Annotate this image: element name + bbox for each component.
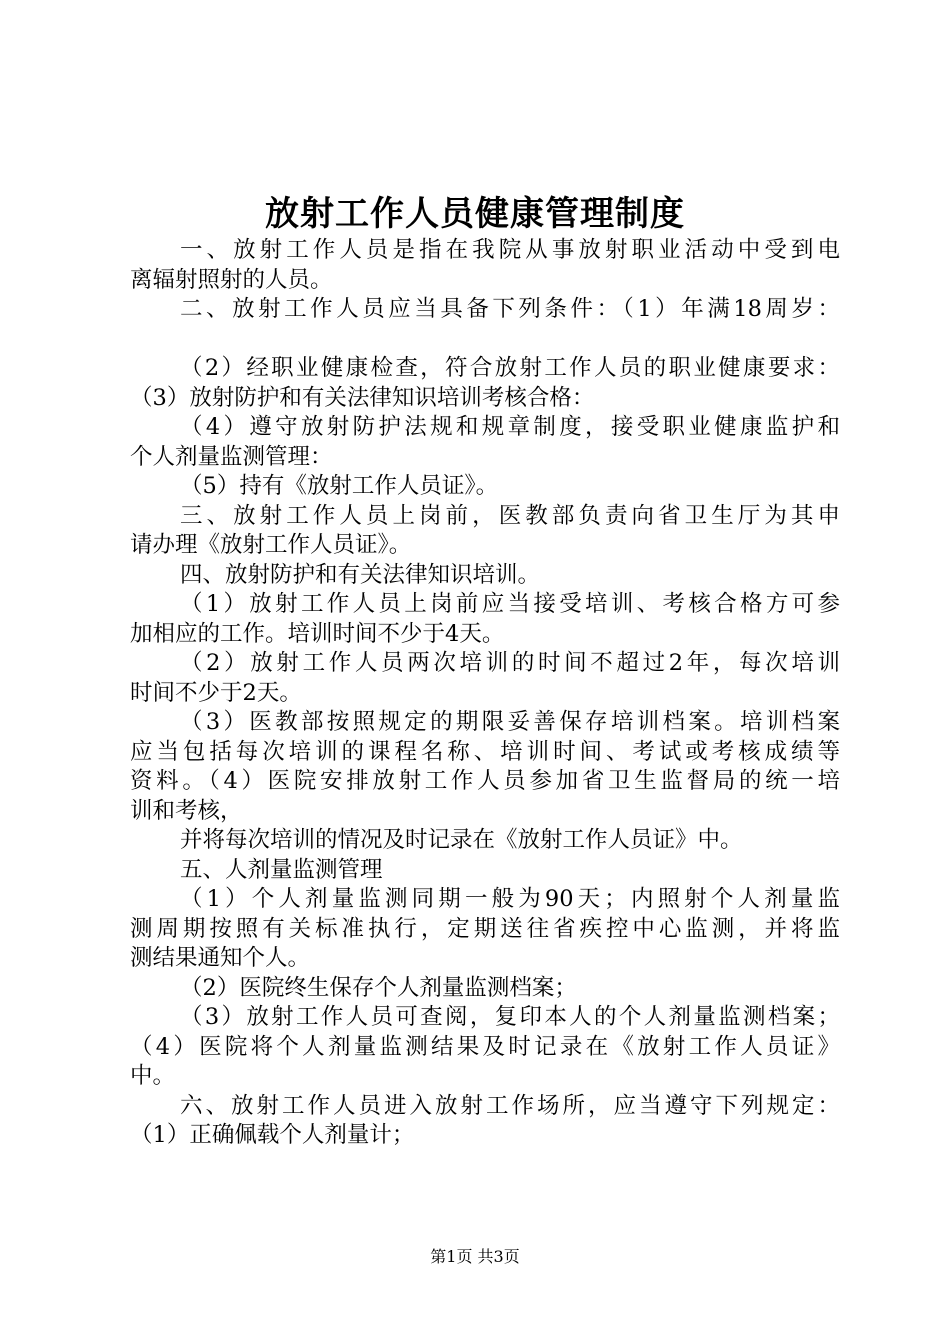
body-line: 测周期按照有关标准执行，定期送往省疾控中心监测，并将监 bbox=[130, 915, 840, 942]
body-line: （4）遵守放射防护法规和规章制度，接受职业健康监护和 bbox=[180, 414, 840, 440]
body-line: 中。 bbox=[130, 1063, 176, 1089]
body-line: （1）放射工作人员上岗前应当接受培训、考核合格方可参 bbox=[180, 591, 840, 617]
body-line: （2）经职业健康检查，符合放射工作人员的职业健康要求： bbox=[180, 355, 840, 381]
body-line: 三、放射工作人员上岗前，医教部负责向省卫生厅为其申 bbox=[180, 502, 840, 529]
body-line: 六、放射工作人员进入放射工作场所，应当遵守下列规定： bbox=[180, 1092, 840, 1119]
body-line: 五、人剂量监测管理 bbox=[180, 856, 383, 883]
body-line: （4）医院将个人剂量监测结果及时记录在《放射工作人员证》 bbox=[130, 1033, 840, 1060]
body-line: （1）正确佩载个人剂量计； bbox=[130, 1122, 415, 1148]
body-line: 离辐射照射的人员。 bbox=[130, 266, 333, 293]
body-line: 并将每次培训的情况及时记录在《放射工作人员证》中。 bbox=[180, 827, 743, 853]
document-title: 放射工作人员健康管理制度 bbox=[265, 194, 685, 234]
page-footer: 第1页 共3页 bbox=[430, 1247, 520, 1266]
body-line: 应当包括每次培训的课程名称、培训时间、考试或考核成绩等 bbox=[130, 738, 840, 765]
body-line bbox=[130, 325, 840, 355]
body-line: （3）医教部按照规定的期限妥善保存培训档案。培训档案 bbox=[180, 709, 840, 735]
document-body bbox=[130, 236, 840, 1151]
body-line: （2）医院终生保存个人剂量监测档案； bbox=[180, 974, 577, 1001]
body-line: 四、放射防护和有关法律知识培训。 bbox=[180, 561, 541, 588]
body-line: （1）个人剂量监测同期一般为90天；内照射个人剂量监 bbox=[180, 886, 840, 912]
body-line: 请办理《放射工作人员证》。 bbox=[130, 532, 412, 558]
body-line: 时间不少于2天。 bbox=[130, 679, 302, 706]
body-line: 测结果通知个人。 bbox=[130, 945, 311, 971]
body-line: （3）放射防护和有关法律知识培训考核合格： bbox=[130, 384, 595, 411]
body-line: 一、放射工作人员是指在我院从事放射职业活动中受到电 bbox=[180, 237, 840, 263]
body-line: 个人剂量监测管理： bbox=[130, 443, 333, 470]
body-line: 训和考核， bbox=[130, 797, 243, 824]
body-line: 二、放射工作人员应当具备下列条件：（1）年满18周岁： bbox=[180, 296, 840, 322]
body-line: 资料。（4）医院安排放射工作人员参加省卫生监督局的统一培 bbox=[130, 768, 840, 794]
body-line: （2）放射工作人员两次培训的时间不超过2年，每次培训 bbox=[180, 650, 840, 676]
body-line: （3）放射工作人员可查阅，复印本人的个人剂量监测档案； bbox=[180, 1004, 840, 1030]
body-line: （5）持有《放射工作人员证》。 bbox=[180, 473, 499, 499]
body-line: 加相应的工作。培训时间不少于4天。 bbox=[130, 620, 505, 647]
